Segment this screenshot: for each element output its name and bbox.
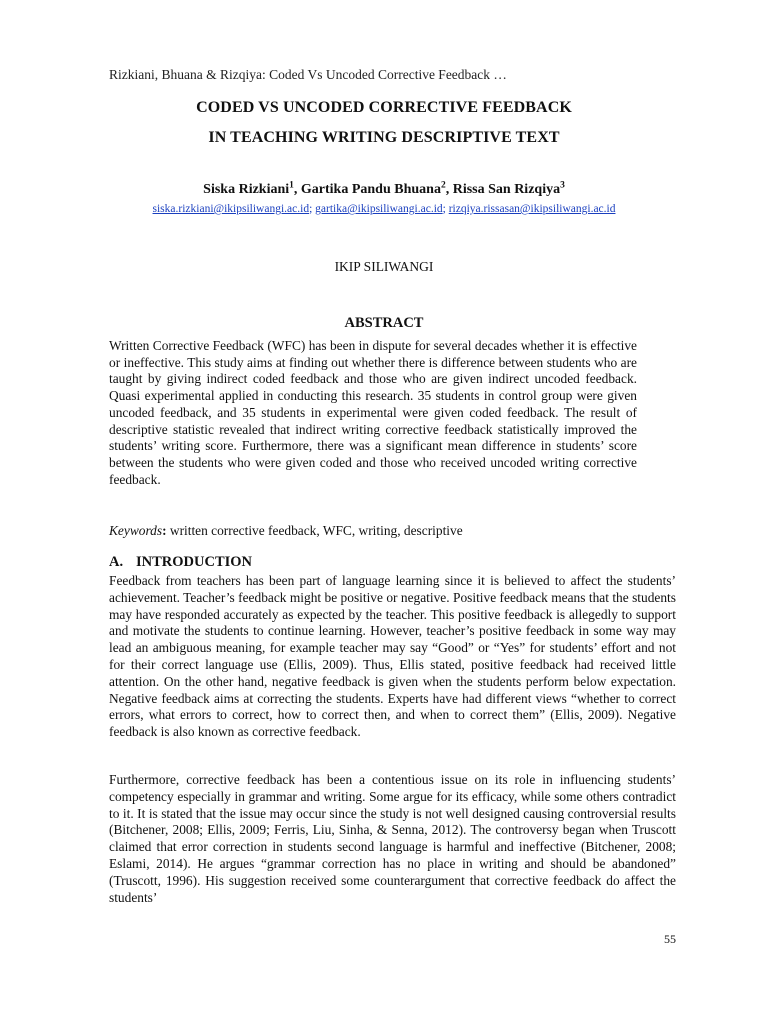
section-number: A. [109,554,124,570]
body-paragraph: Feedback from teachers has been part of language learning since it is believed to affect the students’ achievement. Teacher’s feedback might be positive or negative. Positive feedback means that the students may have responded accurately as expected by the teacher. This positive feedback is allegedly to support and motivate the students to continue learning. However, teacher’s positive feedback in some way may lead an ambiguous meaning, for example teacher may say “Good” or “Yes” for students’ effort and not for their correct language use (Ellis, 2009). Thus, Ellis stated, positive feedback had received little attention. On the other hand, negative feedback is given when the students perform below expectation. Negative feedback aims at correcting the students. Experts have had different views “whether to correct errors, what errors to correct, how to correct then, and when to correct them” (Ellis, 2009). Negative feedback is also known as corrective feedback. [109,573,676,740]
author-separator: , [293,182,301,197]
author-name: Siska Rizkiani [203,182,290,197]
abstract-body: Written Corrective Feedback (WFC) has been in dispute for several decades whether it is effective or ineffective. This study aims at finding out whether there is difference between students who are taught by giving indirect coded feedback and those who are given indirect uncoded feedback. Quasi experimental applied in conducting this research. 35 students in control group were given uncoded feedback, and 35 students in experimental were given coded feedback. The result of descriptive statistic revealed that indirect writing corrective feedback statistically improved the students’ writing score. Furthermore, there was a significant mean difference in students’ score between the students who were given coded and those who received uncoded writing corrective feedback. [109,338,637,487]
abstract-heading: ABSTRACT [344,315,424,331]
author-affiliation-mark: 2 [440,180,446,191]
section-title: INTRODUCTION [136,554,253,570]
author-emails [0,203,768,215]
page-number: 55 [664,932,676,946]
email-link[interactable]: rizqiya.rissasan@ikipsiliwangi.ac.id [448,203,616,215]
keywords-label: Keywords [109,523,163,538]
email-separator: ; [442,203,449,215]
keywords-colon: : [162,523,167,538]
body-paragraph: Furthermore, corrective feedback has been a contentious issue on its role in influencing students’ competency especially in grammar and writing. Some argue for its efficacy, while some others contradict to it. It is stated that the issue may occur since the study is not well designed causing controversial results (Bitchener, 2008; Ellis, 2009; Ferris, Liu, Sinha, & Senna, 2012). The controversy began when Truscott claimed that error correction in students second language is harmful and ineffective (Bitchener, 2008; Eslami, 2014). He argues “grammar correction has no place in writing and should be abandoned” (Truscott, 1996). His suggestion received some counterargument that corrective feedback do affect the students’ [109,772,676,905]
author-separator: , [445,182,453,197]
running-head: Rizkiani, Bhuana & Rizqiya: Coded Vs Uncoded Corrective Feedback … [109,67,507,82]
author-affiliation-mark: 1 [289,180,294,191]
section-heading [109,554,252,571]
email-link[interactable]: siska.rizkiani@ikipsiliwangi.ac.id [152,203,310,215]
affiliation: IKIP SILIWANGI [334,259,434,274]
title-line-1: CODED VS UNCODED CORRECTIVE FEEDBACK [196,99,572,116]
keywords-line [109,523,463,539]
keywords-text: written corrective feedback, WFC, writing, descriptive [166,523,463,538]
author-name: Rissa San Rizqiya [452,182,561,197]
email-link[interactable]: gartika@ikipsiliwangi.ac.id [315,203,443,215]
email-separator: ; [309,203,316,215]
author-list [0,182,768,198]
author-affiliation-mark: 3 [560,180,565,191]
title-line-2: IN TEACHING WRITING DESCRIPTIVE TEXT [208,129,560,146]
author-name: Gartika Pandu Bhuana [300,182,441,197]
